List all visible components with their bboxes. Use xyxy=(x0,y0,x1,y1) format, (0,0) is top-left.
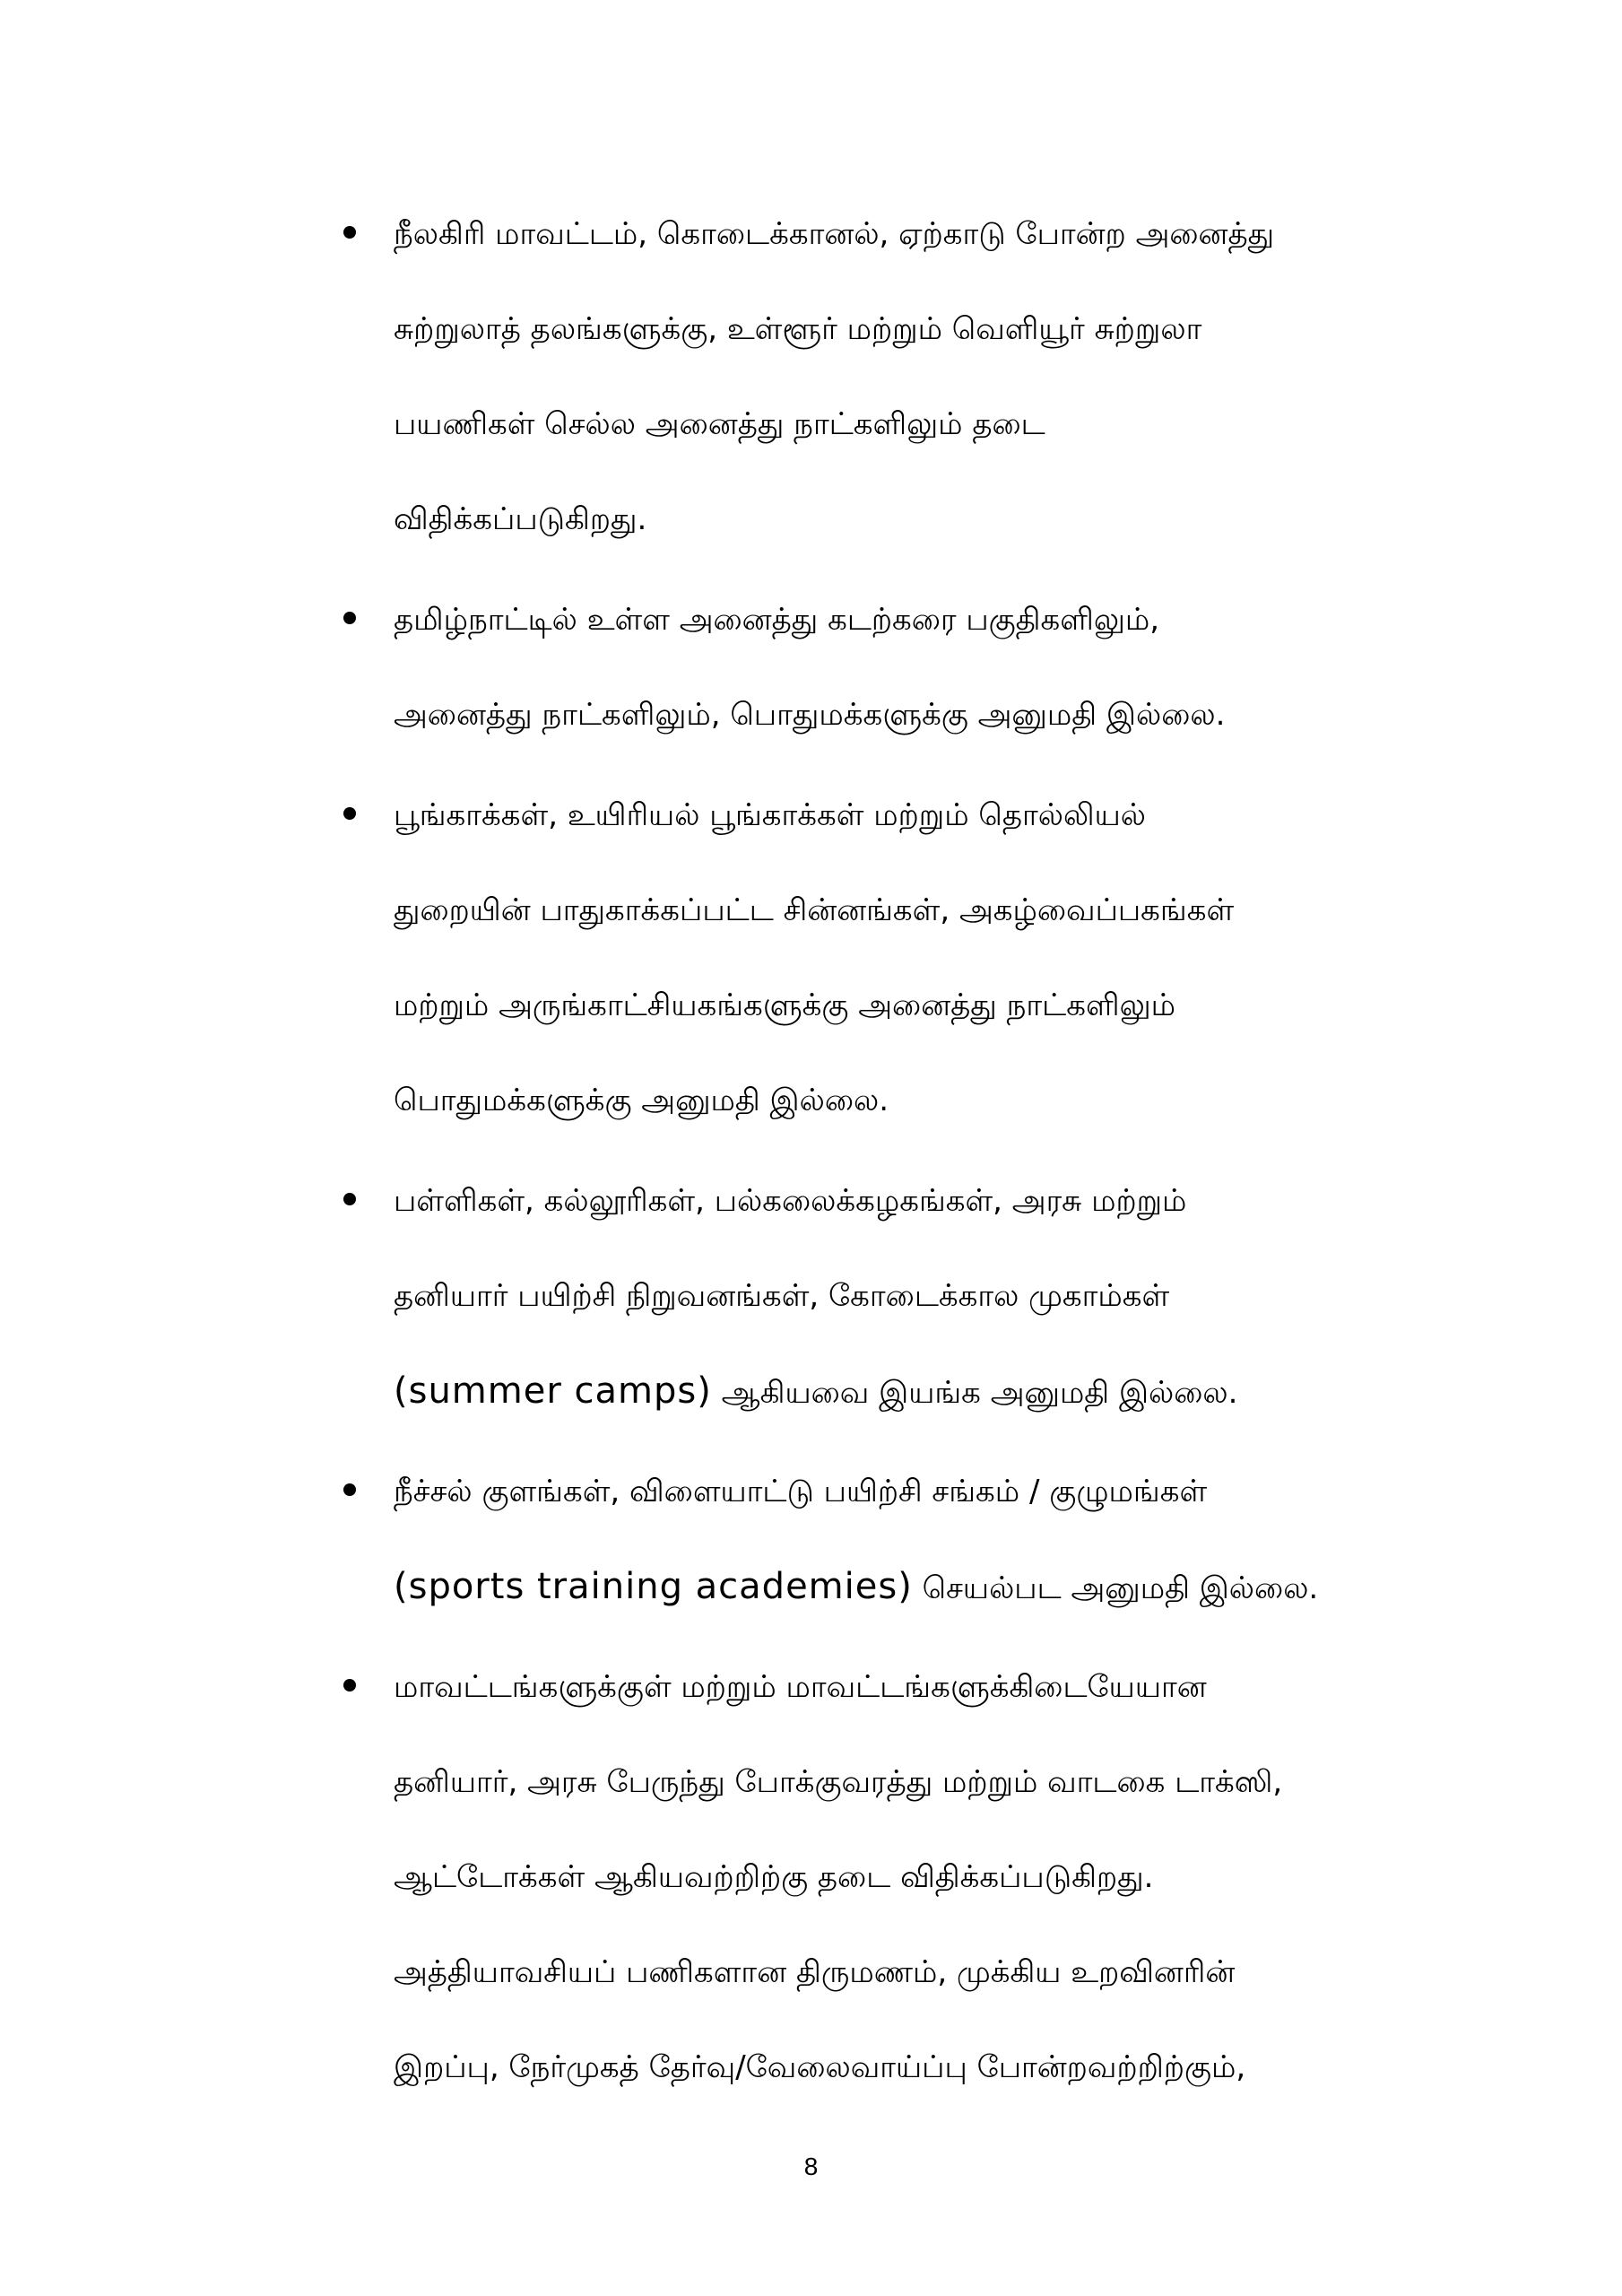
text-line: இறப்பு, நேர்முகத் தேர்வு/வேலைவாய்ப்பு போன்றவற்றிற்கும், xyxy=(394,2049,1246,2085)
bullet-icon xyxy=(343,1483,356,1496)
page-number: 8 xyxy=(803,2152,819,2180)
text-line xyxy=(394,1539,1381,1634)
text-fragment: செயல்பட அனுமதி இல்லை. xyxy=(922,1570,1319,1606)
list-item xyxy=(343,1153,1381,1439)
list-item xyxy=(343,187,1381,567)
text-line: நீலகிரி மாவட்டம், கொடைக்கானல், ஏற்காடு போன்ற அனைத்து xyxy=(394,216,1275,252)
text-line: ஆட்டோக்கள் ஆகியவற்றிற்கு தடை விதிக்கப்படுகிறது. xyxy=(394,1859,1154,1895)
list-item xyxy=(343,572,1381,762)
english-term: (sports training academies) xyxy=(394,1566,913,1607)
text-line: அனைத்து நாட்களிலும், பொதுமக்களுக்கு அனுமதி இல்லை. xyxy=(394,697,1226,733)
text-line: பள்ளிகள், கல்லூரிகள், பல்கலைக்கழகங்கள், அரசு மற்றும் xyxy=(394,1183,1187,1219)
text-line: தனியார் பயிற்சி நிறுவனங்கள், கோடைக்கால முகாம்கள் xyxy=(394,1278,1170,1314)
list-item xyxy=(343,1444,1381,1634)
list-item xyxy=(343,768,1381,1148)
text-line: பூங்காக்கள், உயிரியல் பூங்காக்கள் மற்றும் தொல்லியல் xyxy=(394,797,1146,833)
text-line: அத்தியாவசியப் பணிகளான திருமணம், முக்கிய உறவினரின் xyxy=(394,1954,1236,1990)
english-term: (summer camps) xyxy=(394,1370,712,1412)
bullet-icon xyxy=(343,807,356,820)
text-line: நீச்சல் குளங்கள், விளையாட்டு பயிற்சி சங்கம் / குழுமங்கள் xyxy=(394,1474,1208,1509)
bullet-icon xyxy=(343,226,356,239)
text-fragment: ஆகியவை இயங்க அனுமதி இல்லை. xyxy=(721,1375,1238,1411)
bullet-icon xyxy=(343,612,356,624)
bullet-icon xyxy=(343,1679,356,1692)
text-line: பொதுமக்களுக்கு அனுமதி இல்லை. xyxy=(394,1083,889,1118)
text-line: சுற்றுலாத் தலங்களுக்கு, உள்ளூர் மற்றும் வெளியூர் சுற்றுலா xyxy=(394,311,1202,347)
text-line: தனியார், அரசு பேருந்து போக்குவரத்து மற்றும் வாடகை டாக்ஸி, xyxy=(394,1764,1283,1800)
bullet-icon xyxy=(343,1193,356,1205)
text-line: தமிழ்நாட்டில் உள்ள அனைத்து கடற்கரை பகுதிகளிலும், xyxy=(394,602,1160,638)
list-item xyxy=(343,1639,1381,2115)
text-line: விதிக்கப்படுகிறது. xyxy=(394,501,647,537)
text-line: மாவட்டங்களுக்குள் மற்றும் மாவட்டங்களுக்கிடையேயான xyxy=(394,1669,1207,1705)
text-line: பயணிகள் செல்ல அனைத்து நாட்களிலும் தடை xyxy=(394,406,1045,442)
restrictions-list xyxy=(343,187,1381,2120)
text-line: துறையின் பாதுகாக்கப்பட்ட சின்னங்கள், அகழ்வைப்பகங்கள் xyxy=(394,892,1235,928)
text-line xyxy=(394,1344,1381,1439)
text-line: மற்றும் அருங்காட்சியகங்களுக்கு அனைத்து நாட்களிலும் xyxy=(394,987,1175,1023)
